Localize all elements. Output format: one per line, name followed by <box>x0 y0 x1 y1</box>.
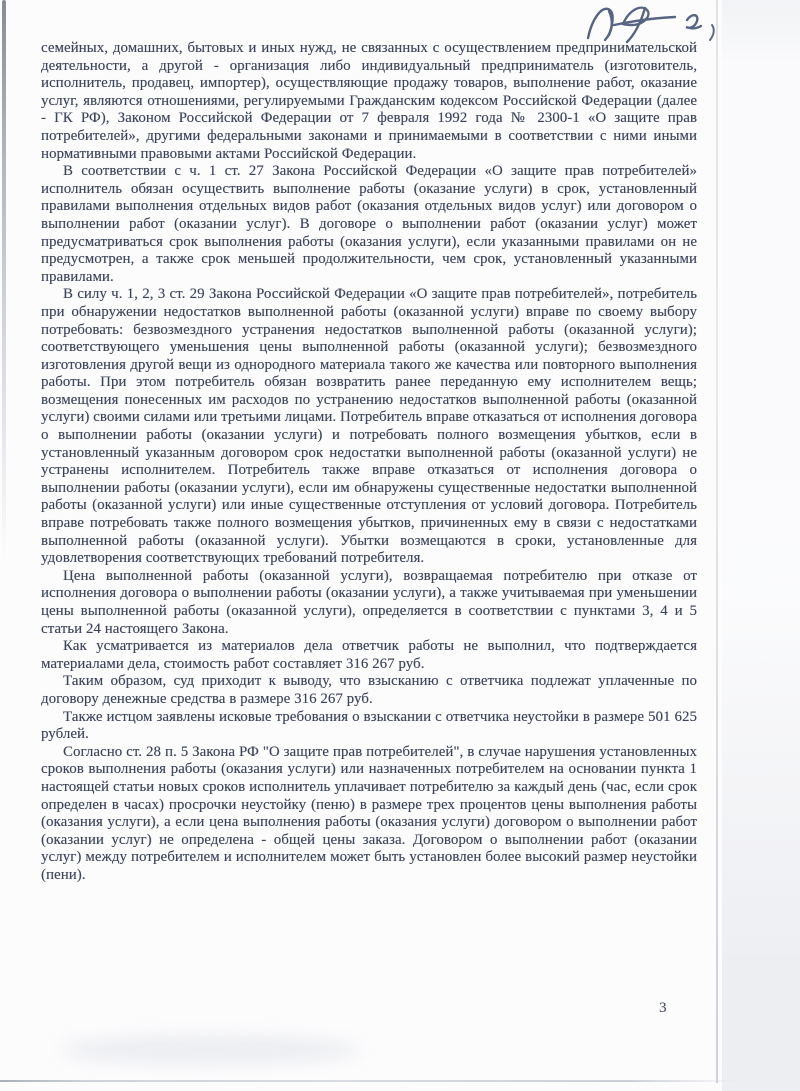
doc-paragraph-case-materials: Как усматривается из материалов дела ответчик работы не выполнил, что подтверждается материалами дела, стоимость работ составляет 316 267 руб. <box>41 638 697 672</box>
scan-shadow-right <box>722 0 800 1091</box>
doc-paragraph-art27: В соответствии с ч. 1 ст. 27 Закона Российской Федерации «О защите прав потребителей» исполнитель обязан осуществить выполнение работы (оказание услуги) в срок, установленный правилами выполнения отдельных видов работ (оказания отдельных видов услуг) или договором о выполнении работ (оказании услуг). В договоре о выполнении работ (оказании услуг) может предусматриваться срок выполнения работы (оказания услуги), если указанными правилами он не предусмотрен, а также срок меньшей продолжительности, чем срок, установленный указанными правилами. <box>41 163 697 285</box>
pen-tick-mark <box>707 24 717 42</box>
scan-edge-shadow-left <box>2 0 6 560</box>
doc-paragraph-court-conclusion: Таким образом, суд приходит к выводу, что взысканию с ответчика подлежат уплаченные по договору денежные средства в размере 316 267 руб. <box>41 673 697 707</box>
doc-paragraph-art28: Согласно ст. 28 п. 5 Закона РФ "О защите прав потребителей", в случае нарушения установленных сроков выполнения работы (оказания услуги) или назначенных потребителем на основании пункта 1 настоящей статьи новых сроков исполнитель уплачивает потребителю за каждый день (час, если срок определен в часах) просрочки неустойку (пеню) в размере трех процентов цены выполнения работы (оказания услуги), а если цена выполнения работы (оказания услуги) договором о выполнении работ (оказании услуг) не определена - общей цены заказа. Договором о выполнении работ (оказании услуг) между потребителем и исполнителем может быть установлен более высокий размер неустойки (пени). <box>41 743 697 883</box>
doc-paragraph-continuation: семейных, домашних, бытовых и иных нужд, не связанных с осуществлением предпринимательской деятельности, а другой - организация либо индивидуальный предприниматель (изготовитель, исполнитель, продавец, импортер), осуществляющие продажу товаров, выполнение работ, оказание услуг, являются отношениями, регулируемыми Гражданским кодексом Российской Федерации (далее - ГК РФ), Законом Российской Федерации от 7 февраля 1992 года № 2300-1 «О защите прав потребителей», другими федеральными законами и принимаемыми в соответствии с ними иными нормативными правовыми актами Российской Федерации. <box>41 40 697 162</box>
page-edge-line <box>716 0 718 1083</box>
scan-smudge <box>60 1036 360 1064</box>
document-text-block <box>41 40 697 885</box>
page-bottom-edge-line <box>0 1080 740 1082</box>
page-number: 3 <box>659 1000 667 1016</box>
doc-paragraph-penalty-claim: Также истцом заявлены исковые требования о взыскании с ответчика неустойки в размере 501 625 рублей. <box>41 708 697 743</box>
doc-paragraph-price: Цена выполненной работы (оказанной услуги), возвращаемая потребителю при отказе от исполнения договора о выполнении работы (оказании услуги), а также учитываемая при уменьшении цены выполненной работы (оказанной услуги), определяется в соответствии с пунктами 3, 4 и 5 статьи 24 настоящего Закона. <box>41 567 697 637</box>
doc-paragraph-art29: В силу ч. 1, 2, 3 ст. 29 Закона Российской Федерации «О защите прав потребителей», потребитель при обнаружении недостатков выполненной работы (оказанной услуги) вправе по своему выбору потребовать: безвозмездного устранения недостатков выполненной работы (оказанной услуги); соответствующего уменьшения цены выполненной работы (оказанной услуги); безвозмездного изготовления другой вещи из однородного материала такого же качества или повторного выполнения работы. При этом потребитель обязан возвратить ранее переданную ему исполнителем вещь; возмещения понесенных им расходов по устранению недостатков выполненной работы (оказанной услуги) своими силами или третьими лицами. Потребитель вправе отказаться от исполнения договора о выполнении работы (оказании услуги) и потребовать полного возмещения убытков, если в установленный указанным договором срок недостатки выполненной работы (оказанной услуги) не устранены исполнителем. Потребитель также вправе отказаться от исполнения договора о выполнении работы (оказании услуги), если им обнаружены существенные недостатки выполненной работы (оказанной услуги) или иные существенные отступления от условий договора. Потребитель вправе потребовать также полного возмещения убытков, причиненных ему в связи с недостатками выполненной работы (оказанной услуги). Убытки возмещаются в сроки, установленные для удовлетворения соответствующих требований потребителя. <box>41 286 697 567</box>
